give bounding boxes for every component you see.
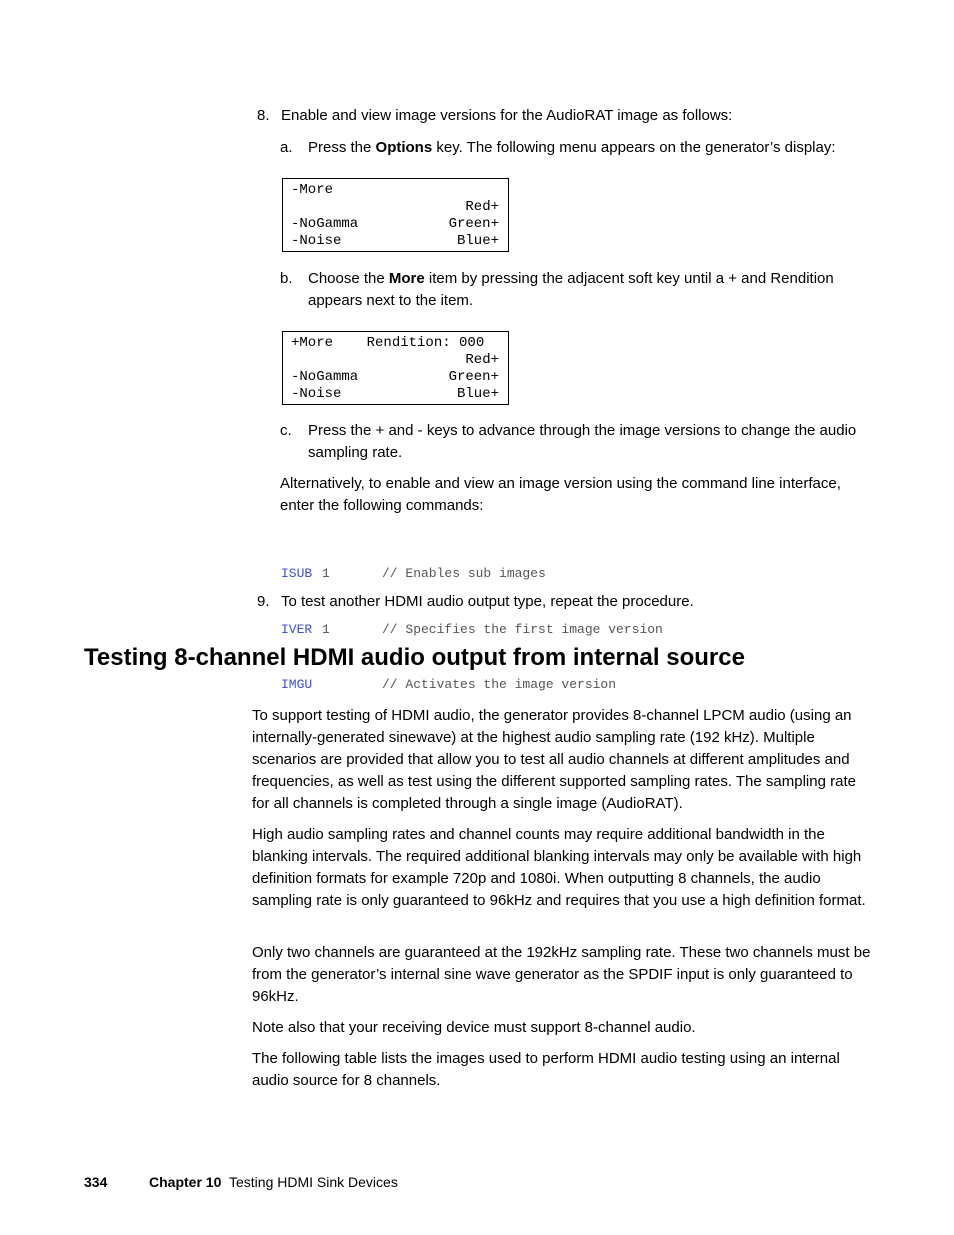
display-right: Red+ [465, 352, 499, 368]
step-8a-text [308, 137, 874, 159]
display-right: Green+ [448, 369, 499, 385]
display-row [291, 182, 499, 199]
command-line [281, 621, 663, 640]
display-right: Red+ [465, 199, 499, 215]
command-name: IMGU [281, 677, 313, 692]
command-comment: // Activates the image version [382, 677, 617, 692]
display-left: -NoGamma [291, 369, 359, 385]
generator-display-menu-2 [282, 331, 509, 405]
display-row [291, 199, 499, 216]
command-line [281, 676, 663, 695]
paragraph: Only two channels are guaranteed at the 192kHz sampling rate. These two channels must be from the generator’s internal sine wave generator as the SPDIF input is only guaranteed to 96kHz. [252, 944, 871, 1005]
step-8b-text [308, 268, 874, 312]
command-listing [281, 528, 663, 713]
more-item-label: More [388, 270, 425, 287]
command-name: ISUB [281, 566, 313, 581]
section-heading: Testing 8-channel HDMI audio output from internal source [84, 644, 745, 671]
command-arg: 1 [322, 566, 330, 581]
step-8a-letter: a. [280, 139, 293, 156]
display-left: -Noise [291, 233, 342, 249]
step-8-number: 8. [257, 107, 270, 124]
paragraph: To support testing of HDMI audio, the generator provides 8-channel LPCM audio (using an internally-generated sinewave) at the highest audio sampling rate (192 kHz). Multiple scenarios are provided that allow you to test all audio channels at different amplitudes and frequencies, as well as test using the different supported sampling rates. The sampling rate for all channels is completed through a single image (AudioRAT). [252, 707, 856, 812]
page-number: 334 [84, 1174, 108, 1190]
display-left: +More Rendition: 000 [291, 335, 485, 351]
step-9-number: 9. [257, 593, 270, 610]
command-line [281, 565, 663, 584]
paragraph: Note also that your receiving device must support 8-channel audio. [252, 1019, 696, 1036]
step-9-text: To test another HDMI audio output type, repeat the procedure. [281, 593, 694, 610]
display-left: -More [291, 182, 334, 198]
display-row [291, 216, 499, 233]
display-right: Blue+ [456, 386, 499, 402]
chapter-label: Chapter 10 [149, 1174, 222, 1190]
display-row [291, 233, 499, 250]
step-8c-text: Press the + and - keys to advance through the image versions to change the audio sampling rate. [308, 422, 857, 461]
step-8b-post: item by pressing the adjacent soft key until a + and Rendition appears next to the item. [308, 270, 834, 309]
command-comment: // Specifies the first image version [382, 621, 663, 637]
generator-display-menu-1 [282, 178, 509, 252]
display-row [291, 352, 499, 369]
display-left: -Noise [291, 386, 342, 402]
display-right: Green+ [448, 216, 499, 232]
display-right: Blue+ [456, 233, 499, 249]
step-8c-letter: c. [280, 422, 292, 439]
alternative-text: Alternatively, to enable and view an image version using the command line interface, enter the following commands: [280, 475, 841, 514]
step-8a-post: key. The following menu appears on the generator’s display: [432, 139, 836, 156]
step-8-text: Enable and view image versions for the AudioRAT image as follows: [281, 107, 733, 124]
command-name: IVER [281, 621, 313, 637]
display-row [291, 335, 499, 352]
step-8b-letter: b. [280, 270, 293, 287]
step-8a-pre: Press the [308, 139, 376, 156]
command-arg: 1 [322, 621, 330, 637]
display-row [291, 369, 499, 386]
paragraph: The following table lists the images used to perform HDMI audio testing using an internal audio source for 8 channels. [252, 1050, 840, 1089]
display-left: -NoGamma [291, 216, 359, 232]
chapter-title: Testing HDMI Sink Devices [229, 1174, 398, 1190]
step-8b-pre: Choose the [308, 270, 389, 287]
paragraph: High audio sampling rates and channel counts may require additional bandwidth in the blanking intervals. The required additional blanking intervals may only be available with high definition formats for example 720p and 1080i. When outputting 8 channels, the audio sampling rate is only guaranteed to 96kHz and requires that you use a high definition format. [252, 826, 866, 909]
options-key-label: Options [375, 139, 433, 156]
display-row [291, 386, 499, 403]
command-comment: // Enables sub images [382, 566, 546, 581]
